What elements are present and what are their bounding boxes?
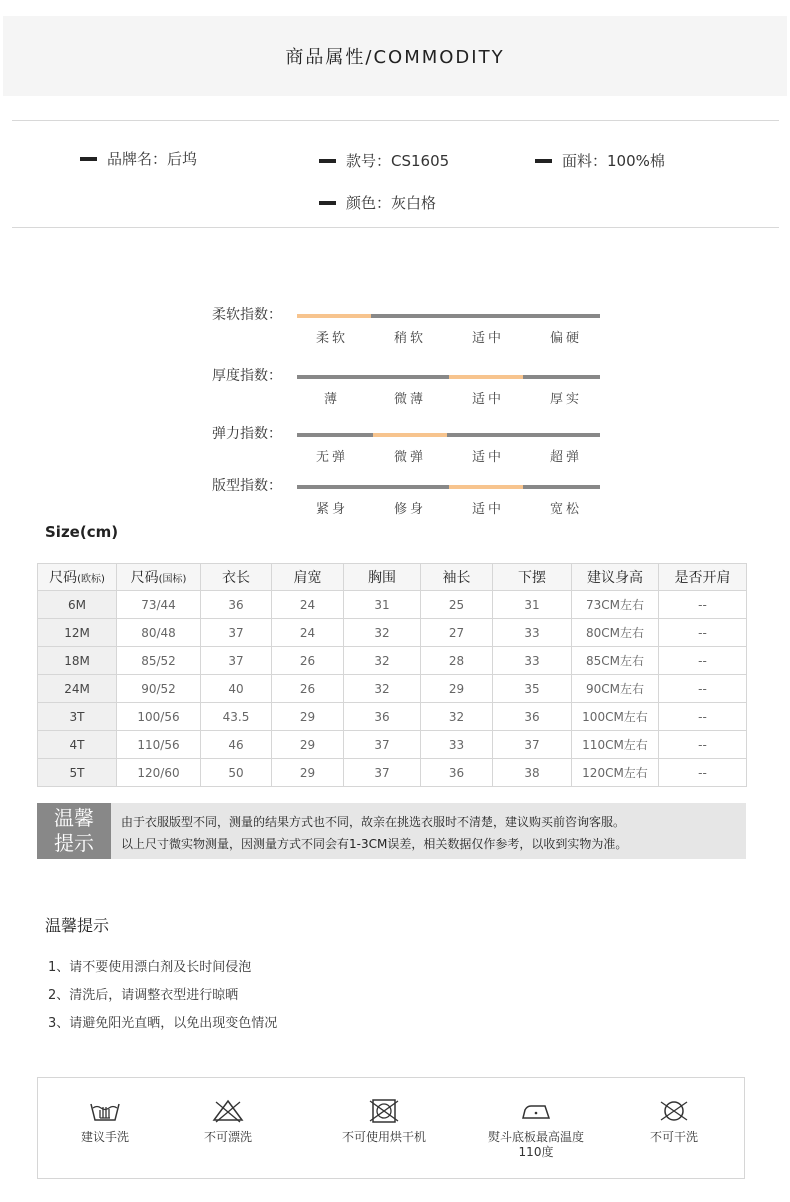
table-cell: 31	[344, 591, 421, 619]
table-cell: --	[659, 591, 747, 619]
attr-fabric	[535, 150, 665, 171]
table-cell: 36	[493, 703, 572, 731]
table-header	[201, 564, 272, 591]
table-header-sub: (国标)	[158, 574, 187, 585]
care-label: 不可漂洗	[203, 1130, 252, 1144]
table-cell: 90CM左右	[572, 675, 659, 703]
table-cell: 36	[201, 591, 272, 619]
table-cell: 26	[272, 647, 344, 675]
index-option: 超弹	[549, 450, 582, 465]
table-header	[493, 564, 572, 591]
table-header-label: 建议身高	[587, 570, 643, 586]
table-header	[421, 564, 493, 591]
index-option: 偏硬	[549, 331, 582, 346]
notice-line: 由于衣服版型不同，测量的结果方式也不同，故亲在挑选衣服时不清楚，建议购买前咨询客服。	[121, 815, 626, 829]
care-label: 不可使用烘干机	[341, 1130, 426, 1144]
table-cell: 32	[344, 619, 421, 647]
table-cell: 33	[493, 619, 572, 647]
bullet-bar	[319, 159, 336, 163]
index-option: 微弹	[393, 450, 426, 465]
index-option: 紧身	[315, 502, 348, 517]
index-label: 版型指数：	[212, 478, 282, 494]
table-header-label: 衣长	[222, 570, 250, 586]
table-cell: 80/48	[117, 619, 201, 647]
index-highlight	[297, 314, 371, 318]
table-cell: 18M	[38, 647, 117, 675]
bullet-bar	[535, 159, 552, 163]
care-label: 不可干洗	[649, 1130, 698, 1144]
table-cell: 73CM左右	[572, 591, 659, 619]
table-cell: 24M	[38, 675, 117, 703]
table-header	[572, 564, 659, 591]
tips-title: 温馨提示	[45, 916, 110, 935]
table-cell: 110/56	[117, 731, 201, 759]
table-header-label: 尺码	[49, 570, 78, 586]
table-cell: 85/52	[117, 647, 201, 675]
notice-badge	[37, 803, 111, 859]
divider	[12, 120, 779, 121]
care-item-no-tumble-dry	[324, 1098, 444, 1145]
attr-fabric-text: 面料：100%棉	[562, 152, 665, 170]
bullet-bar	[319, 201, 336, 205]
index-option: 适中	[471, 331, 504, 346]
table-cell: 29	[272, 703, 344, 731]
table-cell: 50	[201, 759, 272, 787]
index-highlight	[449, 485, 523, 489]
table-cell: 27	[421, 619, 493, 647]
index-option: 修身	[393, 502, 426, 517]
care-item-hand-wash	[45, 1098, 165, 1145]
attr-model-text: 款号：CS1605	[346, 152, 450, 170]
table-cell: 120CM左右	[572, 759, 659, 787]
index-track	[297, 433, 600, 437]
table-cell: 85CM左右	[572, 647, 659, 675]
index-option: 适中	[471, 392, 504, 407]
table-cell: 25	[421, 591, 493, 619]
table-header-label: 下摆	[518, 570, 546, 586]
index-highlight	[373, 433, 447, 437]
index-option: 厚实	[549, 392, 582, 407]
table-cell: 37	[344, 731, 421, 759]
table-header	[38, 564, 117, 591]
table-cell: 110CM左右	[572, 731, 659, 759]
index-options	[293, 446, 605, 465]
index-label: 弹力指数：	[212, 426, 282, 442]
table-row	[38, 619, 747, 647]
table-row	[38, 731, 747, 759]
index-option: 适中	[471, 502, 504, 517]
table-cell: 73/44	[117, 591, 201, 619]
table-header	[117, 564, 201, 591]
table-cell: --	[659, 675, 747, 703]
table-row	[38, 591, 747, 619]
index-option: 稍软	[393, 331, 426, 346]
table-cell: 43.5	[201, 703, 272, 731]
index-options	[293, 498, 605, 517]
care-label: 熨斗底板最高温度110度	[488, 1130, 585, 1159]
index-track	[297, 375, 600, 379]
table-row	[38, 647, 747, 675]
attr-color	[319, 192, 436, 213]
table-cell: 36	[344, 703, 421, 731]
table-cell: 12M	[38, 619, 117, 647]
index-option: 柔软	[315, 331, 348, 346]
index-highlight	[449, 375, 523, 379]
size-chart-title: Size(cm)	[45, 523, 119, 541]
table-cell: 29	[272, 731, 344, 759]
table-cell: 33	[493, 647, 572, 675]
table-cell: 36	[421, 759, 493, 787]
table-cell: 29	[421, 675, 493, 703]
care-label: 建议手洗	[80, 1130, 129, 1144]
attr-brand	[80, 148, 197, 169]
care-item-no-bleach	[168, 1098, 288, 1145]
notice-badge-line2: 提示	[54, 831, 94, 855]
divider	[12, 227, 779, 228]
table-header-label: 肩宽	[293, 570, 322, 586]
no-bleach-icon	[211, 1098, 245, 1124]
table-header-label: 尺码	[130, 570, 159, 586]
index-label: 柔软指数：	[212, 307, 282, 323]
table-row	[38, 759, 747, 787]
index-options	[293, 388, 605, 407]
care-item-no-dry-clean	[614, 1098, 734, 1145]
attr-brand-text: 品牌名：后坞	[107, 150, 198, 168]
tip-item: 1、请不要使用漂白剂及长时间侵泡	[48, 960, 252, 975]
table-cell: 100CM左右	[572, 703, 659, 731]
table-header-sub: (欧标)	[77, 574, 105, 585]
no-tumble-dry-icon	[367, 1098, 401, 1124]
iron-icon	[519, 1098, 553, 1124]
table-cell: 32	[344, 647, 421, 675]
attr-model	[319, 150, 449, 171]
table-cell: 4T	[38, 731, 117, 759]
table-row	[38, 703, 747, 731]
table-header	[659, 564, 747, 591]
index-option: 适中	[471, 450, 504, 465]
table-cell: 90/52	[117, 675, 201, 703]
table-cell: 32	[344, 675, 421, 703]
index-option: 无弹	[315, 450, 348, 465]
table-cell: 28	[421, 647, 493, 675]
table-cell: 35	[493, 675, 572, 703]
care-instructions	[37, 1077, 745, 1179]
table-cell: 5T	[38, 759, 117, 787]
table-cell: 3T	[38, 703, 117, 731]
table-cell: 37	[493, 731, 572, 759]
table-cell: 46	[201, 731, 272, 759]
table-cell: 40	[201, 675, 272, 703]
table-cell: 37	[344, 759, 421, 787]
index-track	[297, 314, 600, 318]
table-cell: 120/60	[117, 759, 201, 787]
tip-item: 2、清洗后，请调整衣型进行晾晒	[48, 988, 239, 1003]
table-cell: 100/56	[117, 703, 201, 731]
attr-color-text: 颜色：灰白格	[346, 194, 437, 212]
table-cell: 31	[493, 591, 572, 619]
index-option: 微薄	[393, 392, 426, 407]
index-options	[293, 327, 605, 346]
table-row	[38, 675, 747, 703]
index-option: 宽松	[549, 502, 582, 517]
table-cell: --	[659, 619, 747, 647]
size-table	[37, 563, 747, 787]
table-header	[272, 564, 344, 591]
section-header	[3, 16, 787, 96]
index-track	[297, 485, 600, 489]
hand-wash-icon	[88, 1098, 122, 1124]
table-cell: 6M	[38, 591, 117, 619]
table-cell: 80CM左右	[572, 619, 659, 647]
table-cell: 29	[272, 759, 344, 787]
table-cell: 33	[421, 731, 493, 759]
notice-banner	[37, 803, 746, 859]
section-title: 商品属性/COMMODITY	[285, 47, 505, 68]
table-cell: 37	[201, 619, 272, 647]
table-cell: --	[659, 647, 747, 675]
table-header-label: 袖长	[442, 570, 471, 586]
no-dry-clean-icon	[657, 1098, 691, 1124]
table-cell: 32	[421, 703, 493, 731]
notice-badge-line1: 温馨	[54, 806, 94, 830]
table-header-label: 是否开肩	[674, 570, 731, 586]
bullet-bar	[80, 157, 97, 161]
table-cell: --	[659, 731, 747, 759]
table-cell: --	[659, 759, 747, 787]
notice-line: 以上尺寸微实物测量，因测量方式不同会有1-3CM误差，相关数据仅作参考，以收到实物为准。	[121, 837, 628, 851]
table-cell: --	[659, 703, 747, 731]
table-cell: 26	[272, 675, 344, 703]
care-item-iron	[476, 1098, 596, 1160]
table-cell: 24	[272, 619, 344, 647]
table-cell: 24	[272, 591, 344, 619]
table-cell: 38	[493, 759, 572, 787]
table-cell: 37	[201, 647, 272, 675]
index-label: 厚度指数：	[212, 368, 282, 384]
table-header	[344, 564, 421, 591]
table-header-label: 胸围	[368, 570, 396, 586]
tip-item: 3、请避免阳光直晒，以免出现变色情况	[48, 1016, 278, 1031]
index-option: 薄	[323, 392, 340, 407]
